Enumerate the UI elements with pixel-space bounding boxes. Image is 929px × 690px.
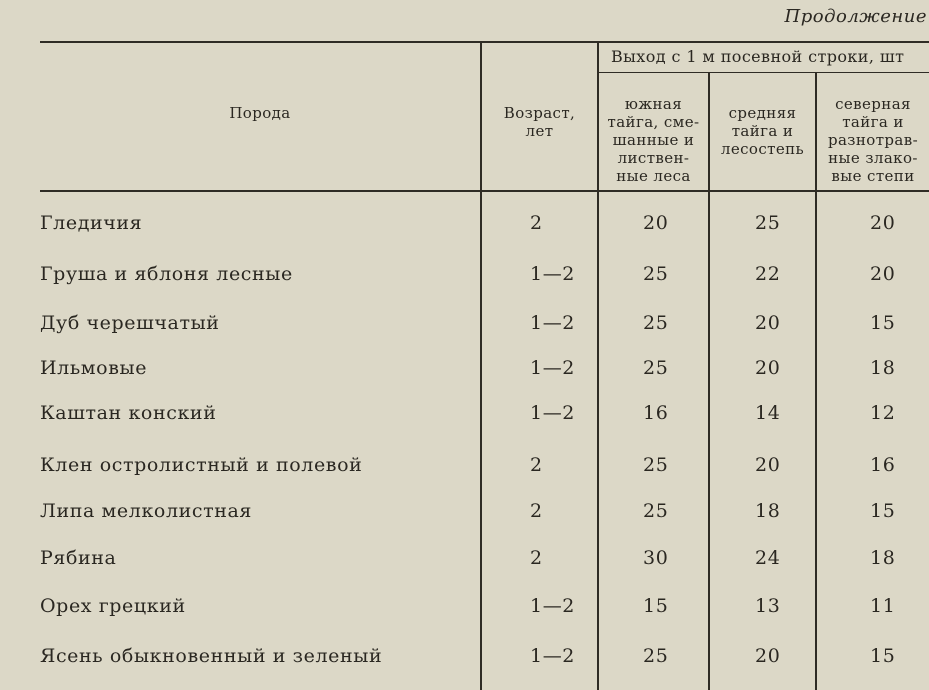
yield-middle-value: 14 [755, 402, 781, 424]
yield-header-rule [597, 72, 929, 73]
yield-north-value: 20 [870, 212, 896, 234]
yield-middle-value: 20 [755, 357, 781, 379]
yield-south-value: 25 [643, 357, 669, 379]
header-zone-line: ные леса [616, 167, 691, 185]
header-zone-line: разнотрав- [827, 131, 919, 149]
species-name: Гледичия [40, 212, 143, 234]
header-zone-south-taiga [599, 95, 708, 185]
species-name: Орех грецкий [40, 595, 186, 617]
yield-north-value: 11 [870, 595, 896, 617]
table-row [0, 312, 929, 342]
species-name: Клен остролистный и полевой [40, 454, 363, 476]
table-row [0, 595, 929, 625]
table-row [0, 263, 929, 293]
header-zone-line: тайга и [731, 122, 794, 140]
header-zone-north-taiga [817, 95, 929, 185]
species-name: Ясень обыкновенный и зеленый [40, 645, 383, 667]
age-value: 2 [530, 212, 543, 234]
yield-north-value: 20 [870, 263, 896, 285]
continued-label: Продолжение [784, 6, 927, 27]
table-row [0, 212, 929, 242]
header-age [482, 104, 597, 140]
yield-north-value: 18 [870, 547, 896, 569]
table-row [0, 454, 929, 484]
age-value: 1—2 [530, 645, 575, 667]
age-value: 1—2 [530, 263, 575, 285]
yield-middle-value: 24 [755, 547, 781, 569]
yield-middle-value: 13 [755, 595, 781, 617]
header-zone-line: шанные и [612, 131, 695, 149]
table-row [0, 645, 929, 675]
header-zone-line: тайга, сме- [607, 113, 700, 131]
age-value: 1—2 [530, 312, 575, 334]
yield-south-value: 15 [643, 595, 669, 617]
header-zone-line: южная [624, 95, 683, 113]
age-value: 1—2 [530, 357, 575, 379]
species-name: Каштан конский [40, 402, 217, 424]
header-zone-line: тайга и [842, 113, 904, 131]
header-age-line: лет [525, 122, 554, 140]
yield-south-value: 25 [643, 645, 669, 667]
yield-middle-value: 20 [755, 454, 781, 476]
age-value: 2 [530, 500, 543, 522]
header-zone-line: вые степи [831, 167, 915, 185]
yield-north-value: 15 [870, 312, 896, 334]
yield-north-value: 15 [870, 645, 896, 667]
yield-middle-value: 20 [755, 312, 781, 334]
table-row [0, 500, 929, 530]
yield-north-value: 15 [870, 500, 896, 522]
yield-middle-value: 25 [755, 212, 781, 234]
species-name: Дуб черешчатый [40, 312, 220, 334]
header-zone-line: лесостепь [720, 140, 805, 158]
header-bottom-rule [40, 190, 929, 192]
header-zone-middle-taiga [710, 104, 815, 158]
header-zone-line: средняя [728, 104, 797, 122]
yield-south-value: 25 [643, 263, 669, 285]
age-value: 1—2 [530, 402, 575, 424]
yield-south-value: 25 [643, 454, 669, 476]
species-name: Ильмовые [40, 357, 148, 379]
table-row [0, 402, 929, 432]
yield-middle-value: 20 [755, 645, 781, 667]
yield-south-value: 20 [643, 212, 669, 234]
species-name: Рябина [40, 547, 117, 569]
header-species: Порода [229, 104, 291, 122]
header-yield-title: Выход с 1 м посевной строки, шт [611, 47, 905, 66]
age-value: 2 [530, 547, 543, 569]
header-zone-line: северная [835, 95, 911, 113]
header-zone-line: листвен- [617, 149, 690, 167]
species-name: Груша и яблоня лесные [40, 263, 293, 285]
table-row [0, 357, 929, 387]
yield-north-value: 16 [870, 454, 896, 476]
yield-middle-value: 18 [755, 500, 781, 522]
yield-middle-value: 22 [755, 263, 781, 285]
age-value: 2 [530, 454, 543, 476]
yield-north-value: 18 [870, 357, 896, 379]
age-value: 1—2 [530, 595, 575, 617]
yield-south-value: 25 [643, 312, 669, 334]
header-zone-line: ные злако- [828, 149, 918, 167]
header-age-line: Возраст, [503, 104, 576, 122]
table-top-rule [40, 41, 929, 43]
yield-south-value: 25 [643, 500, 669, 522]
table-row [0, 547, 929, 577]
yield-south-value: 16 [643, 402, 669, 424]
yield-north-value: 12 [870, 402, 896, 424]
species-name: Липа мелколистная [40, 500, 253, 522]
yield-south-value: 30 [643, 547, 669, 569]
